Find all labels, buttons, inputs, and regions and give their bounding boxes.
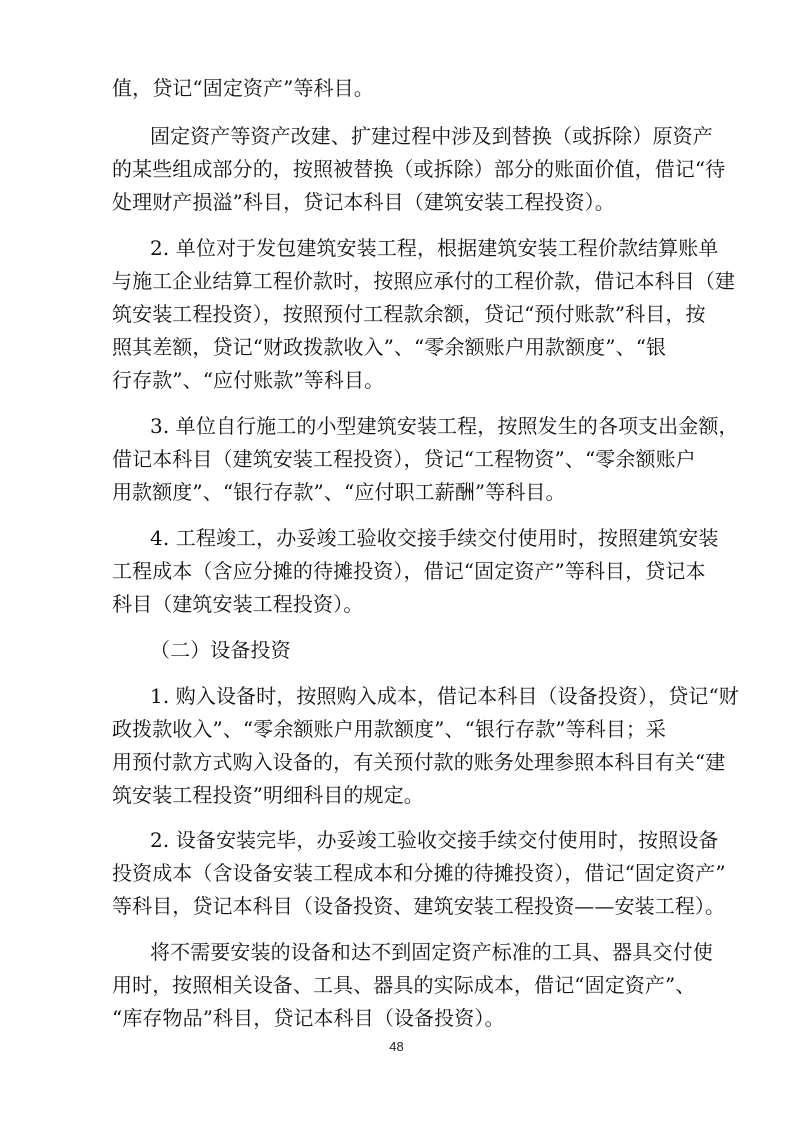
text-line: 筑安装工程投资），按照预付工程款余额，贷记“预付账款”科目，按 [112, 302, 706, 326]
text-line: 固定资产等资产改建、扩建过程中涉及到替换（或拆除）原资产 [150, 124, 713, 148]
text-line: 投资成本（含设备安装工程成本和分摊的待摊投资），借记“固定资产” [112, 861, 726, 885]
text-line: 政拨款收入”、“零余额账户用款额度”、“银行存款”等科目；采 [112, 717, 667, 741]
text-line: 3. 单位自行施工的小型建筑安装工程，按照发生的各项支出金额， [150, 414, 739, 438]
text-line: 照其差额，贷记“财政拨款收入”、“零余额账户用款额度”、“银 [112, 335, 667, 359]
text-line: 科目（建筑安装工程投资）。 [112, 592, 364, 616]
page-number: 48 [389, 1039, 404, 1054]
text-line: 将不需要安装的设备和达不到固定资产标准的工具、器具交付使 [150, 940, 713, 964]
section-heading: （二）设备投资 [150, 638, 291, 662]
text-line: 用预付款方式购入设备的，有关预付款的账务处理参照本科目有关“建 [112, 750, 726, 774]
text-line: 用款额度”、“银行存款”、“应付职工薪酬”等科目。 [112, 480, 566, 504]
text-line: 工程成本（含应分摊的待摊投资），借记“固定资产”等科目，贷记本 [112, 559, 706, 583]
text-line: 值，贷记“固定资产”等科目。 [112, 76, 374, 100]
text-line: 借记本科目（建筑安装工程投资），贷记“工程物资”、“零余额账户 [112, 447, 696, 471]
text-line: 筑安装工程投资”明细科目的规定。 [112, 783, 424, 807]
text-line: 与施工企业结算工程价款时，按照应承付的工程价款，借记本科目（建 [112, 269, 736, 293]
text-line: “库存物品”科目，贷记本科目（设备投资）。 [112, 1006, 505, 1030]
text-line: 处理财产损溢”科目，贷记本科目（建筑安装工程投资）。 [112, 190, 615, 214]
text-line: 的某些组成部分的，按照被替换（或拆除）部分的账面价值，借记“待 [112, 157, 726, 181]
text-line: 1. 购入设备时，按照购入成本，借记本科目（设备投资），贷记“财 [150, 684, 739, 708]
text-line: 4. 工程竣工，办妥竣工验收交接手续交付使用时，按照建筑安装 [150, 526, 719, 550]
text-line: 行存款”、“应付账款”等科目。 [112, 368, 385, 392]
text-line: 2. 设备安装完毕，办妥竣工验收交接手续交付使用时，按照设备 [150, 828, 719, 852]
text-line: 用时，按照相关设备、工具、器具的实际成本，借记“固定资产”、 [112, 973, 696, 997]
text-line: 2. 单位对于发包建筑安装工程，根据建筑安装工程价款结算账单 [150, 236, 719, 260]
text-line: 等科目，贷记本科目（设备投资、建筑安装工程投资——安装工程）。 [112, 894, 726, 918]
